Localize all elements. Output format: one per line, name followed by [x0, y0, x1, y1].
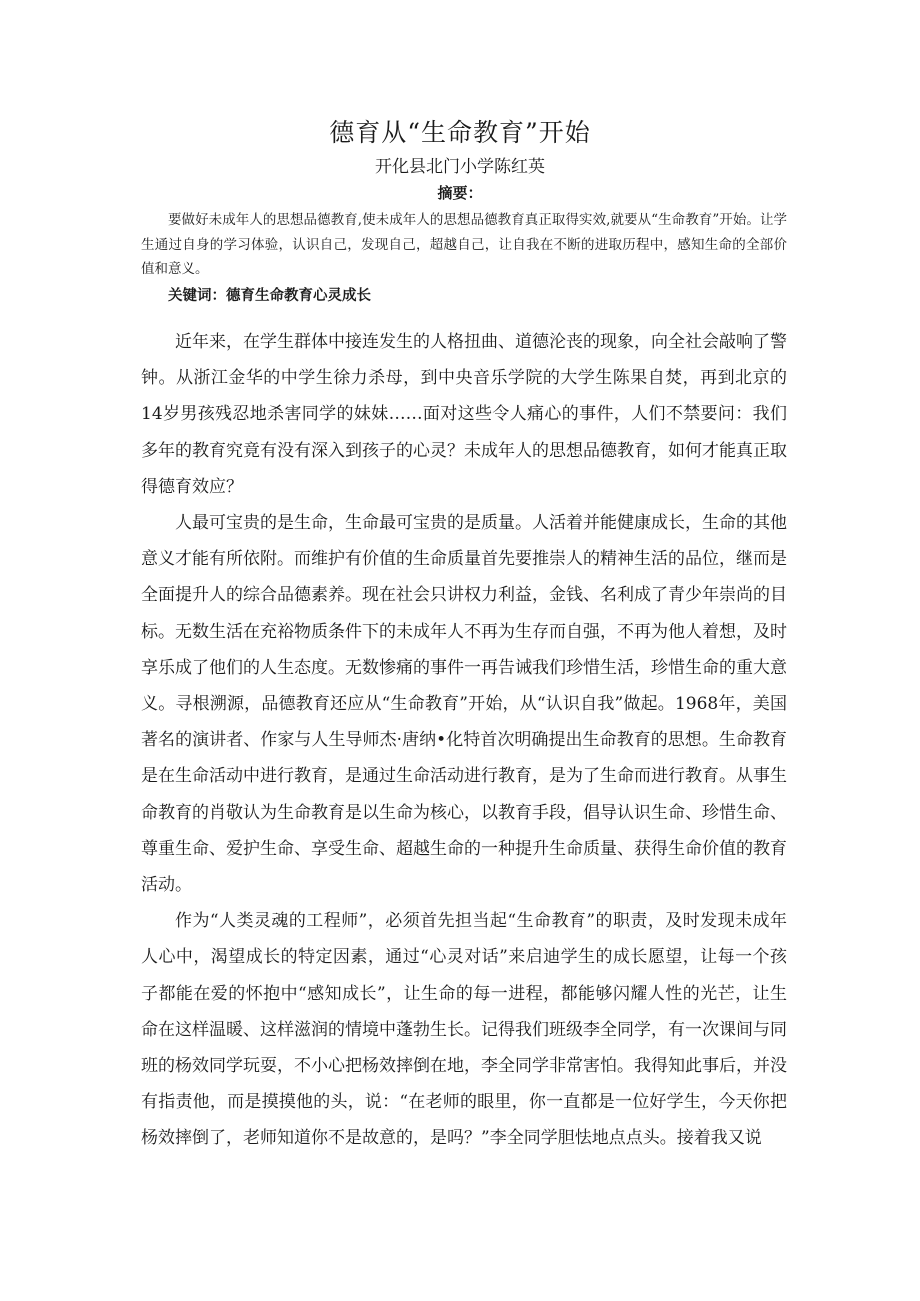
keywords-line: 关键词：德育生命教育心灵成长 — [168, 288, 371, 304]
abstract-text: 要做好未成年人的思想品德教育,使未成年人的思想品德教育真正取得实效,就要从“生命教育”开始。让学生通过自身的学习体验，认识自己，发现自己，超越自己，让自我在不断的进取历程中，感知生命的全部价值和意义。 — [141, 212, 787, 277]
paragraph: 近年来，在学生群体中接连发生的人格扭曲、道德沦丧的现象，向全社会敲响了警钟。从浙江金华的中学生徐力杀母，到中央音乐学院的大学生陈果自焚，再到北京的14岁男孩残忍地杀害同学的妹妹……面对这些令人痛心的事件，人们不禁要问：我们多年的教育究竟有没有深入到孩子的心灵？未成年人的思想品德教育，如何才能真正取得德育效应？ — [141, 332, 787, 497]
abstract-heading: 摘要： — [437, 184, 483, 202]
document-title: 德育从“生命教育”开始 — [329, 118, 591, 147]
paragraph: 作为“人类灵魂的工程师”，必须首先担当起“生命教育”的职责，及时发现未成年人心中，渴望成长的特定因素，通过“心灵对话”来启迪学生的成长愿望，让每一个孩子都能在爱的怀抱中“感知成长”，让生命的每一进程，都能够闪耀人性的光芒，让生命在这样温暖、这样滋润的情境中蓬勃生长。记得我们班级李全同学，有一次课间与同班的杨效同学玩耍，不小心把杨效摔倒在地，李全同学非常害怕。我得知此事后，并没有指责他，而是摸摸他的头，说：“在老师的眼里，你一直都是一位好学生，今天你把杨效摔倒了，老师知道你不是故意的，是吗？”李全同学胆怯地点点头。接着我又说 — [141, 911, 787, 1149]
paragraph: 人最可宝贵的是生命，生命最可宝贵的是质量。人活着并能健康成长，生命的其他意义才能有所依附。而维护有价值的生命质量首先要推崇人的精神生活的品位，继而是全面提升人的综合品德素养。现在社会只讲权力利益，金钱、名利成了青少年崇尚的目标。无数生活在充裕物质条件下的未成年人不再为生存而自强，不再为他人着想，及时享乐成了他们的人生态度。无数惨痛的事件一再告诫我们珍惜生活，珍惜生命的重大意义。寻根溯源，品德教育还应从“生命教育”开始，从“认识自我”做起。1968年，美国著名的演讲者、作家与人生导师杰·唐纳•化特首次明确提出生命教育的思想。生命教育是在生命活动中进行教育，是通过生命活动进行教育，是为了生命而进行教育。从事生命教育的肖敬认为生命教育是以生命为核心，以教育手段，倡导认识生命、珍惜生命、尊重生命、爱护生命、享受生命、超越生命的一种提升生命质量、获得生命价值的教育活动。 — [141, 513, 787, 896]
author-line: 开化县北门小学陈红英 — [375, 157, 545, 177]
body-text — [141, 324, 787, 1157]
